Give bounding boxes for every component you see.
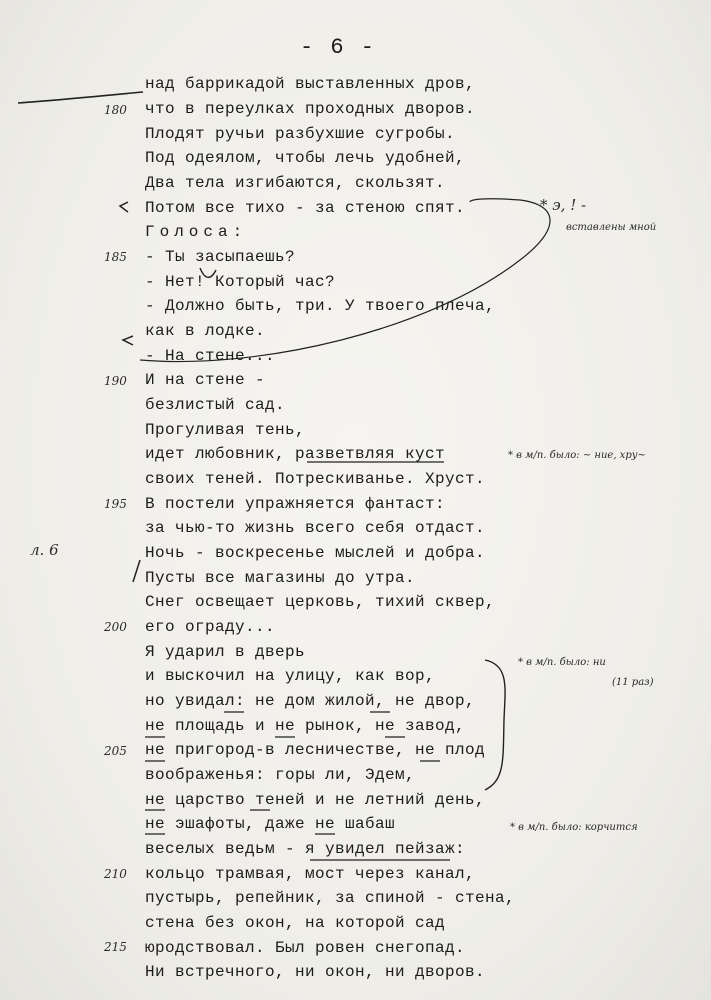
poem-line: за чью-то жизнь всего себя отдаст. — [145, 519, 486, 537]
annotation-variant-2-count: (11 раз) — [612, 677, 654, 688]
poem-line: не эшафоты, даже не шабаш — [145, 815, 396, 833]
annotation-variant-3: * в м/п. было: корчится — [510, 822, 638, 833]
poem-line: своих теней. Потрескиванье. Хруст. — [145, 470, 486, 488]
poem-line: Пусты все магазины до утра. — [145, 569, 416, 587]
poem-line: не пригород-в лесничестве, не плод — [145, 741, 486, 759]
line-number: 205 — [104, 744, 127, 758]
margin-leaf-note: л. 6 — [30, 541, 59, 559]
poem-line: Я ударил в дверь — [145, 643, 306, 661]
poem-line: И на стене - — [145, 371, 266, 389]
line-number: 185 — [104, 250, 127, 264]
poem-line: стена без окон, на которой сад — [145, 914, 446, 932]
poem-line: Ночь - воскресенье мыслей и добра. — [145, 544, 486, 562]
annotation-variant-1: * в м/п. было: ~ ние, хру~ — [508, 450, 646, 461]
poem-line: Прогуливая тень, — [145, 421, 306, 439]
poem-line: не царство теней и не летний день, — [145, 791, 486, 809]
poem-line: - Должно быть, три. У твоего плеча, — [145, 297, 496, 315]
poem-line: над баррикадой выставленных дров, — [145, 75, 476, 93]
poem-line: Снег освещает церковь, тихий сквер, — [145, 593, 496, 611]
poem-line: Ни встречного, ни окон, ни дворов. — [145, 963, 486, 981]
annotation-inserted-by-me: вставлены мной — [566, 222, 657, 233]
poem-line: не площадь и не рынок, не завод, — [145, 717, 466, 735]
poem-line: пустырь, репейник, за спиной - стена, — [145, 889, 516, 907]
poem-line: - Ты засыпаешь? — [145, 248, 296, 266]
poem-line: как в лодке. — [145, 322, 266, 340]
poem-line: но увидал: не дом жилой, не двор, — [145, 692, 476, 710]
line-number: 190 — [104, 374, 127, 388]
poem-line: юродствовал. Был ровен снегопад. — [145, 939, 466, 957]
annotation-symbols: * э, ! - — [540, 196, 587, 214]
poem-line: Плодят ручьи разбухшие сугробы. — [145, 125, 456, 143]
line-number: 200 — [104, 620, 127, 634]
poem-line: - Нет! Который час? — [145, 273, 336, 291]
poem-line: и выскочил на улицу, как вор, — [145, 667, 436, 685]
poem-line: веселых ведьм - я увидел пейзаж: — [145, 840, 466, 858]
poem-line: - На стене... — [145, 347, 276, 365]
poem-line: идет любовник, разветвляя куст — [145, 445, 446, 463]
page-number: - 6 - — [300, 35, 377, 60]
poem-line: кольцо трамвая, мост через канал, — [145, 865, 476, 883]
poem-line: В постели упражняется фантаст: — [145, 495, 446, 513]
line-number: 215 — [104, 940, 127, 954]
poem-line: Голоса: — [145, 223, 248, 241]
line-number: 210 — [104, 867, 127, 881]
poem-line: что в переулках проходных дворов. — [145, 100, 476, 118]
poem-line: Два тела изгибаются, скользят. — [145, 174, 446, 192]
poem-line: Под одеялом, чтобы лечь удобней, — [145, 149, 466, 167]
line-number: 180 — [104, 103, 127, 117]
poem-line: воображенья: горы ли, Эдем, — [145, 766, 416, 784]
poem-line: Потом все тихо - за стеною спят. — [145, 199, 466, 217]
poem-line: безлистый сад. — [145, 396, 286, 414]
annotation-variant-2: * в м/п. было: ни — [518, 657, 606, 668]
poem-line: его ограду... — [145, 618, 276, 636]
line-number: 195 — [104, 497, 127, 511]
